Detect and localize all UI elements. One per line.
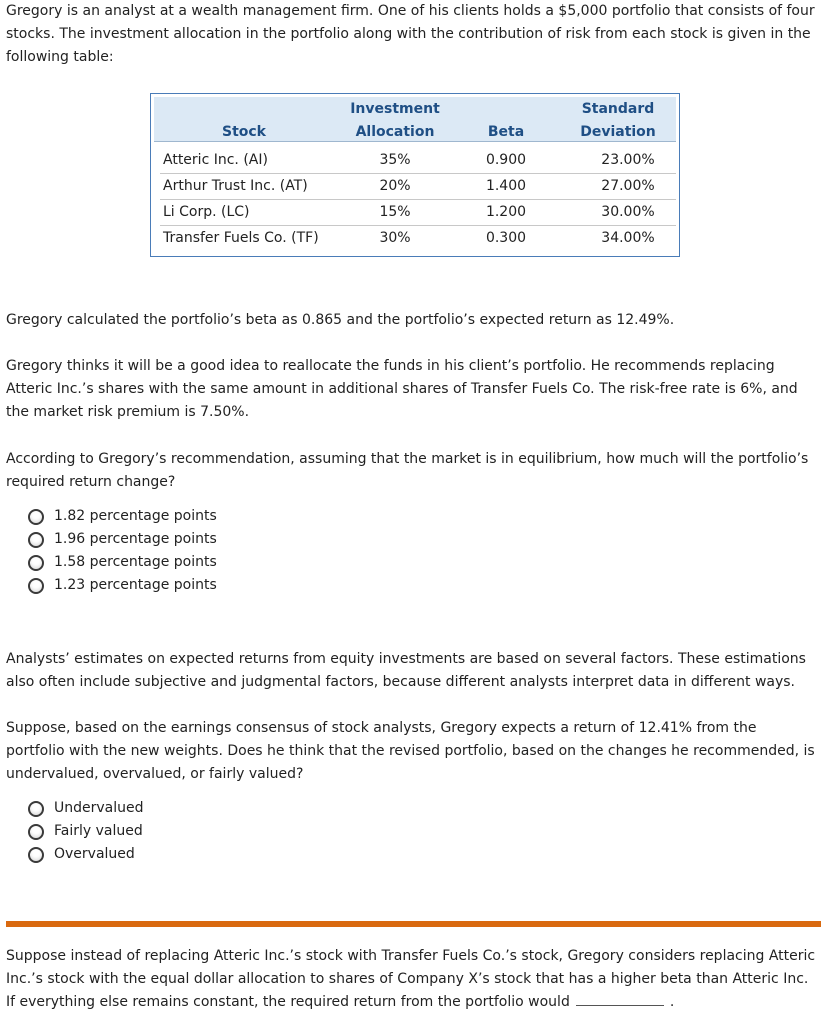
q2-options (28, 797, 144, 866)
cell-sd: 34.00% (601, 230, 655, 246)
question-company-x-text: Suppose instead of replacing Atteric Inc.’s stock with Transfer Fuels Co.’s stock, Gregory considers replacing Atteric Inc.’s stock with the equal dollar allocation to shares of Company X’s stock that has a higher beta than Atteric Inc. If everything else remains constant, the required return from the portfolio would (6, 948, 816, 1010)
header-stock: Stock (221, 124, 266, 140)
analysts-paragraph: Analysts’ estimates on expected returns from equity investments are based on several factors. These estimations also often include subjective and judgmental factors, because different analysts interpret data in different ways. (6, 651, 806, 690)
cell-beta: 0.900 (485, 152, 527, 168)
cell-sd: 27.00% (601, 178, 655, 194)
option-label: 1.96 percentage points (54, 531, 217, 547)
answer-blank-dropdown[interactable] (576, 991, 664, 1006)
table-row (160, 173, 676, 200)
q1-option[interactable] (28, 551, 217, 574)
table-header (154, 97, 676, 142)
option-label: 1.23 percentage points (54, 577, 217, 593)
q2-option-overvalued[interactable] (28, 843, 144, 866)
option-label: 1.82 percentage points (54, 508, 217, 524)
cell-stock: Arthur Trust Inc. (AT) (163, 178, 308, 194)
cell-stock: Transfer Fuels Co. (TF) (163, 230, 319, 246)
q2-option-fairly-valued[interactable] (28, 820, 144, 843)
radio-button[interactable] (28, 824, 44, 840)
radio-button[interactable] (28, 555, 44, 571)
cell-sd: 30.00% (601, 204, 655, 220)
option-label: Undervalued (54, 800, 144, 816)
cell-stock: Atteric Inc. (AI) (163, 152, 268, 168)
table-row (160, 147, 676, 174)
radio-button[interactable] (28, 801, 44, 817)
option-label: Overvalued (54, 846, 135, 862)
q1-option[interactable] (28, 505, 217, 528)
question-company-x (6, 945, 818, 1014)
radio-button[interactable] (28, 847, 44, 863)
header-beta: Beta (487, 124, 525, 140)
q2-option-undervalued[interactable] (28, 797, 144, 820)
section-divider (6, 921, 821, 927)
q1-options (28, 505, 217, 597)
option-label: 1.58 percentage points (54, 554, 217, 570)
option-label: Fairly valued (54, 823, 143, 839)
header-sd-line2: Deviation (580, 124, 656, 140)
table-row (160, 225, 676, 251)
cell-allocation: 35% (379, 152, 411, 168)
cell-beta: 1.400 (485, 178, 527, 194)
cell-stock: Li Corp. (LC) (163, 204, 250, 220)
intro-paragraph: Gregory is an analyst at a wealth management firm. One of his clients holds a $5,000 portfolio that consists of four stocks. The investment allocation in the portfolio along with the contribution of risk from each stock is given in the following table: (6, 3, 815, 65)
radio-button[interactable] (28, 509, 44, 525)
table-row (160, 199, 676, 226)
cell-allocation: 30% (379, 230, 411, 246)
header-allocation-line1: Investment (350, 101, 440, 117)
q1-option[interactable] (28, 528, 217, 551)
portfolio-table (150, 93, 680, 257)
cell-allocation: 20% (379, 178, 411, 194)
question-company-x-end: . (669, 994, 675, 1010)
header-allocation-line2: Allocation (355, 124, 435, 140)
cell-beta: 0.300 (485, 230, 527, 246)
cell-allocation: 15% (379, 204, 411, 220)
radio-button[interactable] (28, 578, 44, 594)
radio-button[interactable] (28, 532, 44, 548)
question-required-return-change: According to Gregory’s recommendation, assuming that the market is in equilibrium, how much will the portfolio’s required return change? (6, 451, 809, 490)
cell-beta: 1.200 (485, 204, 527, 220)
header-sd-line1: Standard (581, 101, 655, 117)
reallocation-paragraph: Gregory thinks it will be a good idea to reallocate the funds in his client’s portfolio. He recommends replacing Atteric Inc.’s shares with the same amount in additional shares of Transfer Fuels Co. The risk-free rate is 6%, and the market risk premium is 7.50%. (6, 358, 798, 420)
cell-sd: 23.00% (601, 152, 655, 168)
q1-option[interactable] (28, 574, 217, 597)
beta-paragraph: Gregory calculated the portfolio’s beta as 0.865 and the portfolio’s expected return as 12.49%. (6, 312, 675, 328)
question-valuation: Suppose, based on the earnings consensus of stock analysts, Gregory expects a return of 12.41% from the portfolio with the new weights. Does he think that the revised portfolio, based on the changes he recommended, is undervalued, overvalued, or fairly valued? (6, 720, 815, 782)
